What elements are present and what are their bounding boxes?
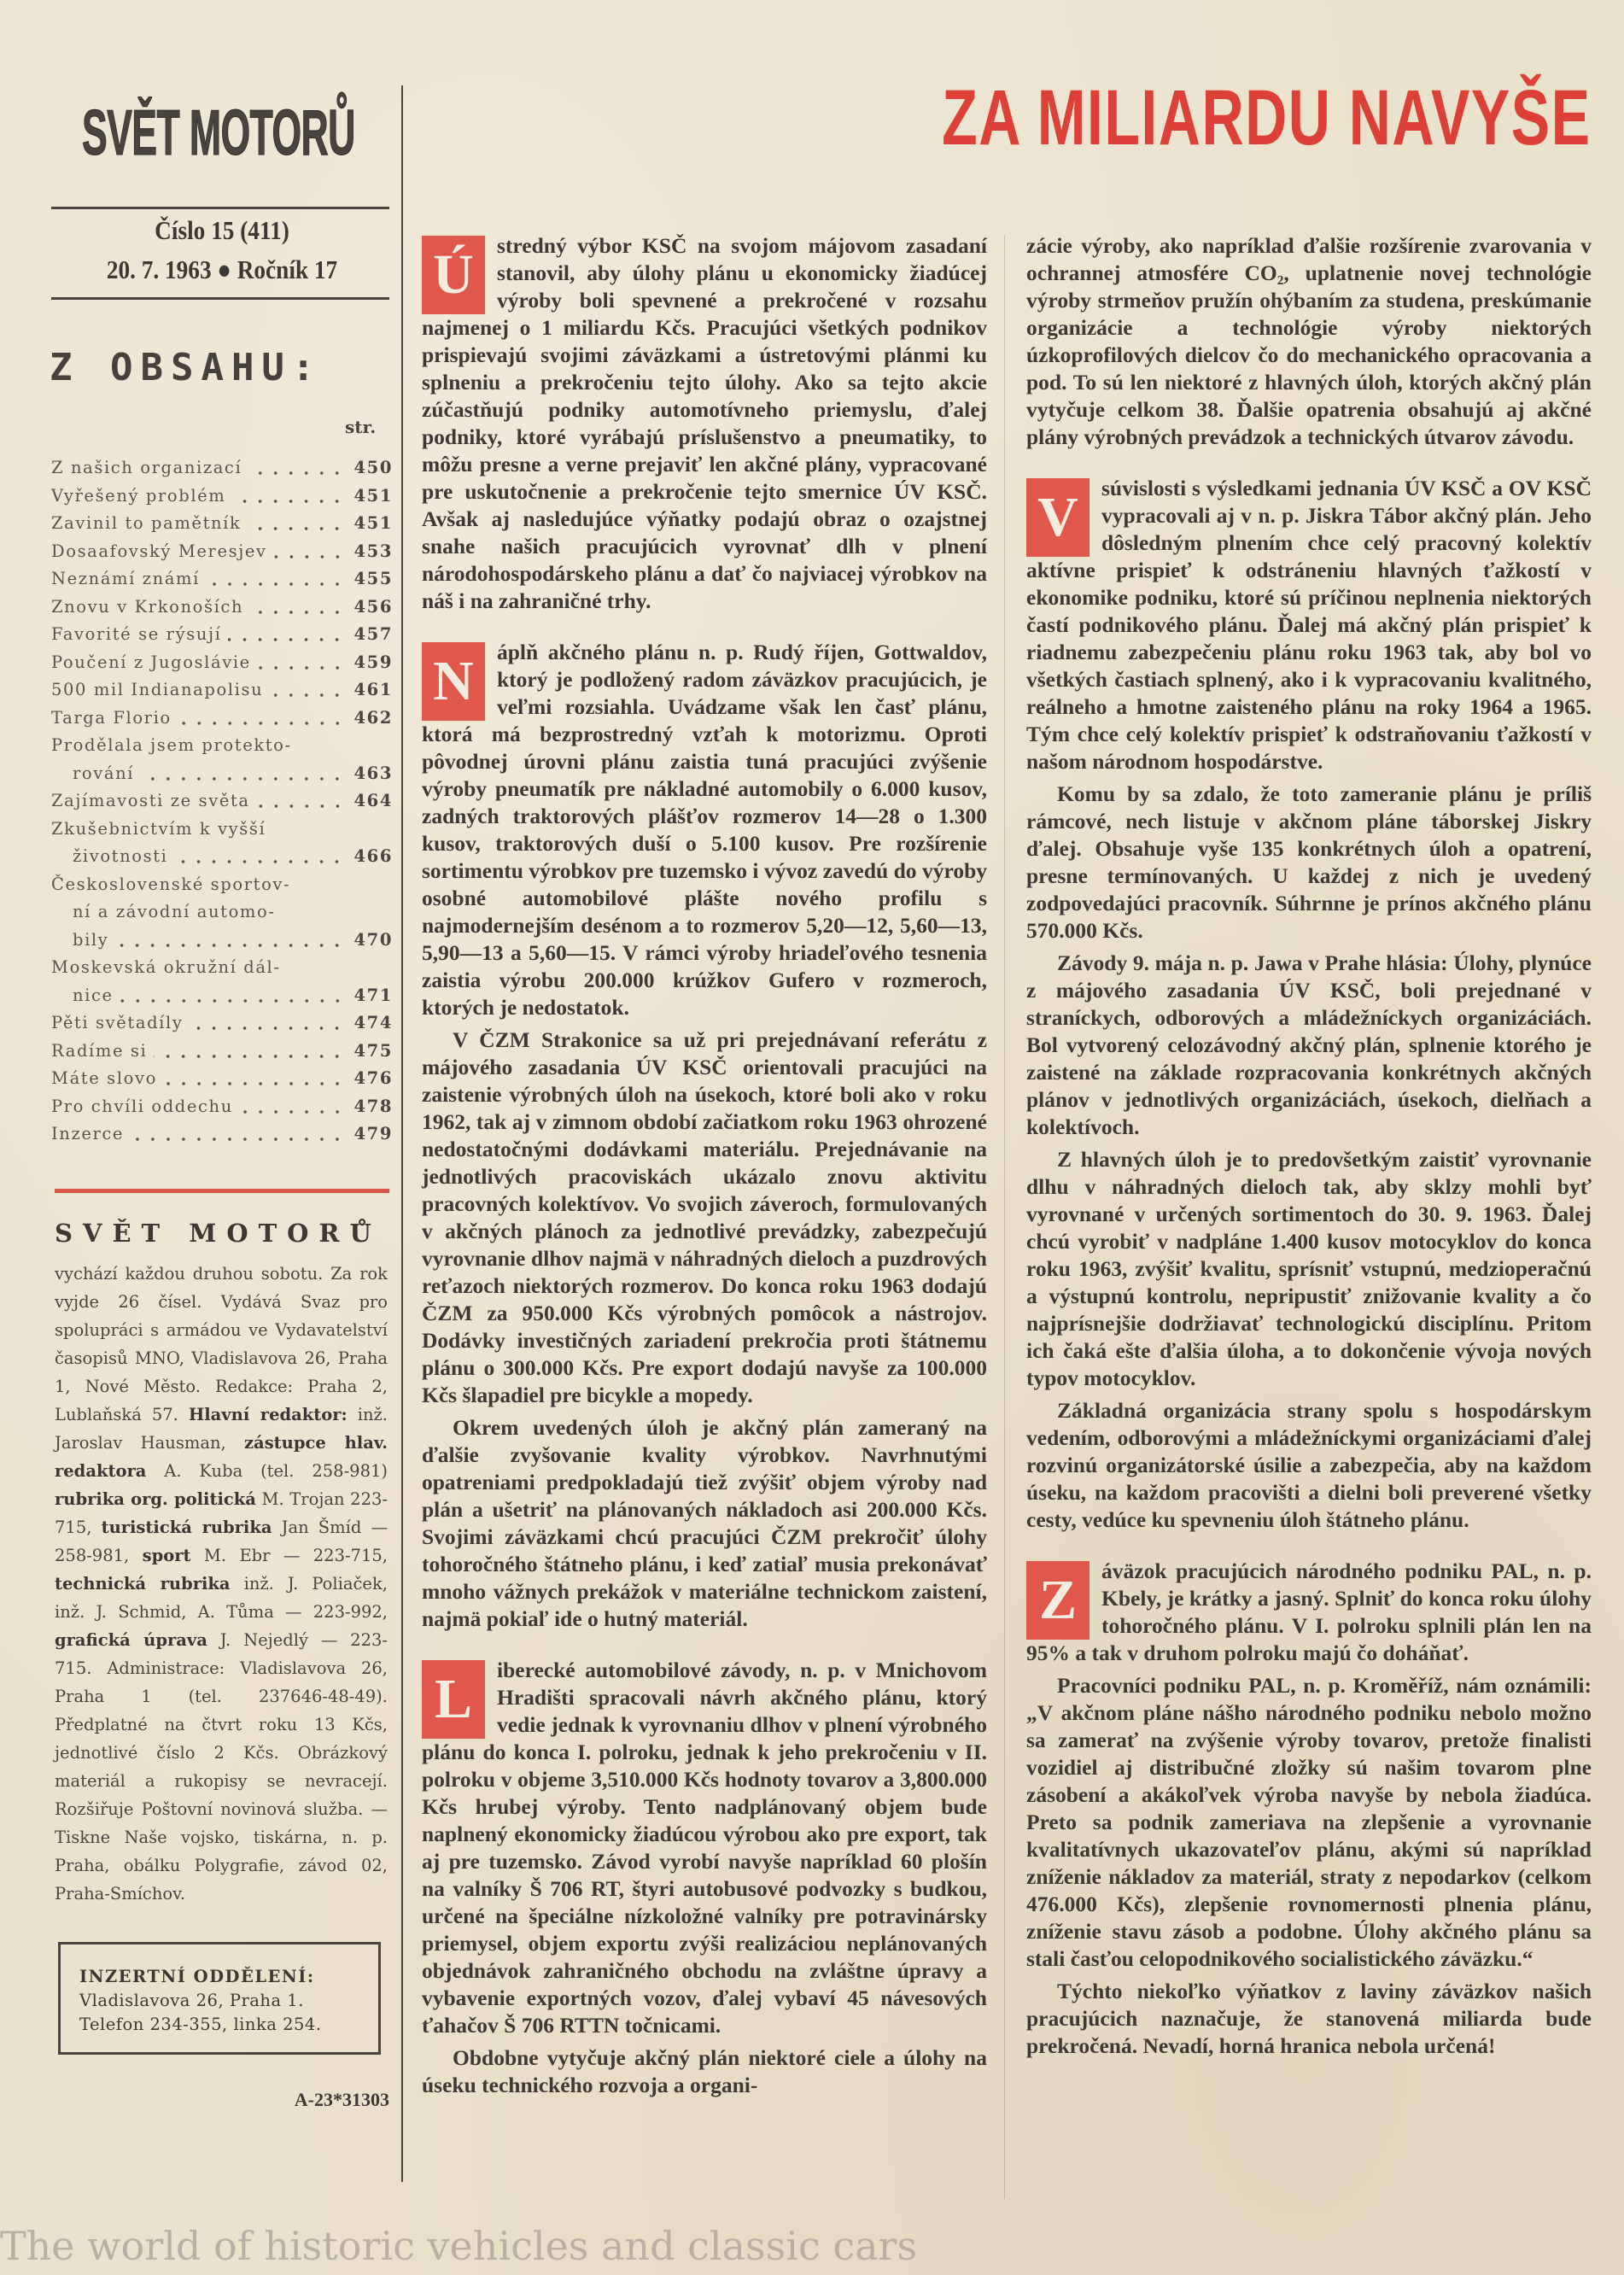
toc-page-number: 450 — [353, 458, 393, 477]
toc-page-number: 464 — [353, 791, 393, 810]
divider — [51, 207, 389, 209]
dot-leader — [207, 582, 345, 587]
colophon-segment: vychází každou druhou sobotu. Za rok vyjde 26 čísel. Vydává Svaz pro spolupráci s armádou ve Vydavatelství časopisů MNO, Vladislavova 26, Praha 1, Nové Město. Redakce: Praha 2, Lublaňská 57. — [55, 1264, 388, 1424]
dot-leader — [154, 1054, 345, 1059]
colophon-section — [55, 1189, 389, 2111]
dot-leader — [141, 776, 345, 781]
dot-leader — [174, 859, 345, 864]
dot-leader — [248, 526, 345, 531]
drop-cap: N — [422, 642, 485, 721]
paragraph-text: Pracovníci podniku PAL, n. p. Kroměříž, nám oznámili: „V akčnom pláne nášho národného podniku nebolo možno sa zamerať na zvýšenie výroby tovarov, pretože finalisti vozidiel aj distribučné zložky sú našim tovarom plne zásobení a akákoľvek výroba navyše by nebola žiadúca. Preto sa podnik zameriava na zlepšenie a vyrovnanie kvalitatívnych ukazovateľov plánu, akými sú napríklad zníženie nákladov za materiál, straty z nepodarkov (celkom 476.000 Kčs), zlepšenie rovnomernosti plnenia plánu, zníženie stavu zásob a podobne. Úlohy akčného plánu sa stali časťou celopodnikového socialistického záväzku.“ — [1026, 1673, 1592, 1971]
dot-leader — [131, 1137, 345, 1142]
article-paragraph — [1026, 781, 1592, 945]
toc-entry — [51, 1065, 393, 1093]
toc-title: životnosti — [73, 846, 168, 866]
article-paragraph — [422, 639, 987, 1021]
dot-leader — [250, 610, 345, 615]
toc-entry — [51, 871, 393, 899]
toc-entry — [51, 927, 393, 955]
toc-title: Zavinil to pamětník — [51, 513, 242, 533]
ad-department-address: Vladislavova 26, Praha 1. — [79, 1991, 304, 2010]
article-column-right — [1026, 232, 1592, 2065]
dot-leader — [248, 471, 345, 476]
headline-text: ZA MILIARDU NAVYŠE — [942, 74, 1592, 161]
toc-entry — [51, 482, 393, 511]
article-column-left — [422, 232, 987, 2104]
toc-page-number: 478 — [353, 1096, 393, 1116]
contents-heading: Z OBSAHU: — [50, 346, 323, 389]
article-headline — [714, 74, 1592, 161]
colophon-segment: inž. J. Poliaček, inž. J. Schmid, A. Tůma — 223-992, — [55, 1574, 388, 1622]
toc-entry — [51, 787, 393, 816]
colophon-label: technická rubrika — [55, 1574, 231, 1594]
toc-title: Z našich organizací — [51, 458, 242, 477]
toc-title: Inzerce — [51, 1124, 125, 1143]
toc-title: Máte slovo — [51, 1068, 157, 1088]
toc-title: Vyřešený problém — [51, 485, 226, 506]
drop-cap: Z — [1026, 1561, 1089, 1640]
toc-entry — [51, 843, 393, 871]
dot-leader — [258, 665, 345, 670]
colophon-label: grafická úprava — [55, 1630, 207, 1650]
toc-title: rování — [73, 763, 135, 783]
toc-title: Znovu v Krkonoších — [51, 596, 244, 617]
toc-title: Favorité se rýsují — [51, 624, 222, 644]
paragraph-text: iberecké automobilové závody, n. p. v Mnichovom Hradišti spracovali návrh akčného plánu, ktorý vedie jednak k vyrovnaniu dlhov v plnení výrobného plánu do konca I. polroku, jednak k jeho prekročeniu v II. polroku v objeme 3,510.000 Kčs hodnoty tovarov a 3,800.000 Kčs hrubej výroby. Tento nadplánovaný objem bude naplnený ekonomicky žiadúcou výrobou ako pre export, tak aj pre tuzemsko. Závod vyrobí navyše napríklad 60 plošín na valníky Š 706 RT, štyri autobusové podvozky s budkou, určené na špeciálne nízkoložné valníky pre potravinársky priemysel, objem exportu zvýši realizáciou neplánovaných objednávok zahraničného obchodu na zvláštne úpravy a vybavenie exportných vozov, ďalej vybaví 45 návesových ťahačov Š 706 RTTN točnicami. — [422, 1658, 987, 2038]
table-of-contents — [51, 454, 393, 1149]
toc-title: Zajímavosti ze světa — [51, 791, 250, 810]
article-paragraph — [422, 1026, 987, 1409]
toc-page-number: 461 — [353, 680, 393, 699]
article-paragraph — [1026, 1146, 1592, 1392]
toc-page-number: 471 — [353, 985, 393, 1005]
article-paragraph — [1026, 1397, 1592, 1534]
toc-title: Radíme si — [51, 1040, 148, 1061]
toc-page-number: 459 — [353, 652, 393, 672]
article-paragraph — [422, 1414, 987, 1633]
dot-leader — [115, 943, 345, 948]
column-divider — [1004, 235, 1005, 2199]
colophon-heading: SVĚT MOTORŮ — [55, 1219, 382, 1248]
colophon-label: Hlavní redaktor: — [188, 1405, 348, 1424]
watermark-tagline: The world of historic vehicles and classic cars — [0, 2223, 918, 2269]
magazine-logo — [82, 96, 355, 169]
toc-page-number: 462 — [353, 707, 393, 728]
dot-leader — [178, 721, 345, 726]
toc-entry — [51, 676, 393, 705]
logo-text: SVĚT MOTORŮ — [82, 96, 355, 169]
toc-entry — [51, 732, 393, 760]
paragraph-text: Komu by sa zdalo, že toto zameranie plánu je príliš rámcové, nech listuje v akčnom pláne táborskej Jiskry ďalej. Obsahuje vyše 135 konkrétnych úloh a opatrení, presne termínovaných. U každej z nich je uvedený zodpovedajúci pracovník. Súhrnne je prínos akčného plánu 570.000 Kčs. — [1026, 781, 1592, 943]
dot-leader — [274, 554, 345, 559]
toc-title: 500 mil Indianapolisu — [51, 680, 264, 699]
toc-title: Zkušebnictvím k vyšší — [51, 818, 266, 839]
colophon-label: rubrika org. politická — [55, 1489, 256, 1509]
toc-title: Dosaafovský Meresjev — [51, 541, 267, 561]
toc-entry — [51, 510, 393, 538]
article-paragraph — [422, 1657, 987, 2039]
issue-date: 20. 7. 1963 ● Ročník 17 — [106, 254, 338, 284]
article-paragraph — [1026, 232, 1592, 451]
paragraph-text: Týchto niekoľko výňatkov z laviny záväzkov našich pracujúcich naznačuje, že stanovená miliarda bude prekročená. Nevadí, horná hranica nebola určená! — [1026, 1979, 1592, 2058]
toc-page-number: 470 — [353, 929, 393, 950]
toc-entry — [51, 1093, 393, 1121]
toc-page-number: 451 — [353, 485, 393, 506]
drop-cap: Ú — [422, 236, 485, 314]
article-paragraph — [422, 232, 987, 615]
dot-leader — [190, 1026, 345, 1031]
paragraph-text: súvislosti s výsledkami jednania ÚV KSČ a OV KSČ vypracovali aj v n. p. Jiskra Tábor akčný plán. Jeho dôsledným plnením chce celý pracovný kolektív aktívne prispieť k odstráneniu hlavných ťažkostí v ekonomike podniku, ktoré sú príčinou neplnenia niektorých častí podnikového plánu. Ďalej má akčný plán prispieť k riadnemu zabezpečeniu plánu roku 1963 tak, aby bol vo všetkých častiach splnený, ako i k vypracovaniu kvalitného, reálneho a hmotne zaisteného plánu na roky 1964 a 1965. Tým chce celý kolektív prispieť k odstraňovaniu ťažkostí v našom národnom hospodárstve. — [1026, 476, 1592, 774]
colophon-text — [55, 1260, 388, 1908]
red-divider — [55, 1189, 389, 1193]
toc-entry — [51, 1009, 393, 1038]
paragraph-text: áplň akčného plánu n. p. Rudý říjen, Gottwaldov, ktorý je podložený radom záväzkov pracujúcich, je veľmi rozsiahla. Uvádzame však len časť plánu, ktorá má bezprostredný vzťah k motorizmu. Oproti pôvodnej úrovni plánu zaistia tuná pracujúci zvýšenie výroby pneumatík pre nákladné automobily o 6.000 kusov, zadných traktorových plášťov rozmerov 14—28 o 1.300 kusov, traktorových duší o 5.100 kusov. Pre rozšírenie sortimentu výrobkov pre tuzemsko i vývoz zavedú do výroby osobné automobilové plášte nového profilu s najmodernejším desénom a to rozmerov 5,20—12, 5,60—13, 5,90—13 a 5,60—15. V rámci výroby hriadeľového tesnenia zaistia výrobu 200.000 krúžkov Gufero v rozmeroch, ktorých je nedostatok. — [422, 640, 987, 1020]
paragraph-text: áväzok pracujúcich národného podniku PAL, n. p. Kbely, je krátky a jasný. Splniť do konca roku úlohy tohoročného plánu. V I. polroku splnili plán len na 95% a tak v druhom polroku majú čo doháňať. — [1026, 1559, 1592, 1665]
drop-cap: V — [1026, 478, 1089, 557]
divider — [51, 297, 389, 300]
toc-title: Targa Florio — [51, 707, 172, 728]
page-column-label: str. — [345, 417, 377, 437]
toc-entry — [51, 760, 393, 788]
toc-entry — [51, 649, 393, 677]
toc-title: Pěti světadíly — [51, 1013, 184, 1032]
toc-title: Moskevská okružní dál- — [51, 957, 281, 977]
colophon-label: turistická rubrika — [101, 1518, 272, 1537]
paragraph-text: zácie výroby, ako napríklad ďalšie rozšírenie zvarovania v ochrannej atmosfére CO₂, uplatnenie novej technológie výroby strmeňov pružín ohýbaním za studena, preskúmanie organizácie a technológie výroby niektorých úzkoprofilových dielcov čo do mechanického opracovania a pod. To sú len niektoré z hlavných úloh, ktorých akčný plán vytyčuje celkom 38. Ďalšie opatrenia obsahujú aj akčné plány výrobných prevádzok a technických útvarov závodu. — [1026, 233, 1592, 449]
toc-title: Prodělala jsem protekto- — [51, 735, 292, 755]
dot-leader — [270, 693, 345, 698]
toc-entry — [51, 538, 393, 566]
paragraph-text: V ČZM Strakonice sa už pri prejednávaní referátu z májového zasadania ÚV KSČ orientovali pracujúci na zaistenie výrobných úloh na úsekoch, ktoré boli ako v roku 1962, tak aj v zimnom období začiatkom roku 1963 ohrozené nedostatočnými dodávkami materiálu. Prejednávanie na jednotlivých pracoviskách ukázalo znovu aktivitu pracovných kolektívov. Vo svojich záveroch, formulovaných v akčných plánoch za jednotlivé prevádzky, zabezpečujú vyrovnanie dlhov najmä v náhradných dieloch a puzdrových reťazoch niektorých rozmerov. Do konca roku 1963 dodajú ČZM za 950.000 Kčs výrobných pomôcok a nástrojov. Dodávky investičných zariadení prekročia proti štátnemu plánu o 300.000 Kčs. Pre export dodajú navyše za 100.000 Kčs šlapadiel pre bicykle a mopedy. — [422, 1027, 987, 1407]
toc-title: nice — [73, 985, 114, 1005]
toc-page-number: 451 — [353, 513, 393, 533]
column-divider — [401, 85, 403, 2182]
dot-leader — [232, 499, 345, 504]
toc-entry — [51, 898, 393, 927]
paragraph-text: Z hlavných úloh je to predovšetkým zaistiť vyrovnanie dlhu v náhradných dieloch tak, aby sklzy mohli byť vyrovnané v určených sortimentoch do 30. 9. 1963. Ďalej chcú vyrobiť v nadpláne 1.400 kusov motocyklov do konca roku 1963, zvýšiť kvalitu, sprísniť vstupnú, medzioperačnú a výstupnú kontrolu, nepripustiť znižovanie kvality a čo najprísnejšie dodržiavať technologickú disciplínu. Pritom ich čaká ešte ďalšia úloha, a to dokončenie vývoja nových typov motocyklov. — [1026, 1147, 1592, 1390]
article-paragraph — [1026, 475, 1592, 775]
issue-number: Číslo 15 (411) — [155, 215, 289, 245]
toc-entry — [51, 705, 393, 733]
toc-page-number: 463 — [353, 763, 393, 783]
toc-entry — [51, 621, 393, 649]
toc-page-number: 475 — [353, 1040, 393, 1061]
toc-page-number: 479 — [353, 1124, 393, 1143]
article-paragraph — [1026, 950, 1592, 1141]
dot-leader — [120, 998, 345, 1003]
colophon-segment: M. Ebr — 223-715, — [190, 1546, 388, 1565]
article-paragraph — [422, 2044, 987, 2099]
toc-entry — [51, 594, 393, 622]
toc-page-number: 455 — [353, 569, 393, 588]
toc-entry — [51, 1120, 393, 1149]
paragraph-text: Závody 9. mája n. p. Jawa v Prahe hlásia: Úlohy, plynúce z májového zasadania ÚV KSČ, boli prejednané v straníckych, odborových a mládežníckych organizáciách. Bol vytvorený celozávodný akčný plán, splnenie ktorého je zaistené na základe rozpracovania konkrétnych akčných plánov v jednotlivých organizáciách, úsekoch, dielňach a kolektívoch. — [1026, 950, 1592, 1139]
colophon-segment: Jan Šmíd — 258-981, — [55, 1518, 388, 1565]
ad-department-box — [58, 1942, 381, 2055]
paragraph-text: Obdobne vytyčuje akčný plán niektoré ciele a úlohy na úseku technického rozvoja a organi- — [422, 2045, 987, 2097]
colophon-segment: A. Kuba (tel. 258-981) — [146, 1461, 388, 1481]
print-code: A-23*31303 — [294, 2089, 389, 2110]
colophon-label: zástupce hlav. redaktora — [55, 1433, 388, 1481]
toc-entry — [51, 454, 393, 482]
toc-entry — [51, 982, 393, 1010]
dot-leader — [228, 637, 345, 642]
toc-page-number: 474 — [353, 1013, 393, 1032]
toc-page-number: 453 — [353, 541, 393, 561]
ad-department-phone: Telefon 234-355, linka 254. — [79, 2015, 322, 2034]
toc-entry — [51, 816, 393, 844]
article-paragraph — [1026, 1672, 1592, 1973]
toc-page-number: 466 — [353, 846, 393, 866]
colophon-label: sport — [142, 1546, 191, 1565]
toc-title: bily — [73, 929, 109, 950]
toc-page-number: 476 — [353, 1068, 393, 1088]
toc-page-number: 457 — [353, 624, 393, 644]
toc-title: Pro chvíli oddechu — [51, 1096, 233, 1116]
paragraph-text: Okrem uvedených úloh je akčný plán zameraný na ďalšie zvyšovanie kvality výrobkov. Navrhnutými opatreniami predpokladajú tiež zvýšiť objem výroby nad plán a ušetriť na plánovaných nákladoch asi 200.000 Kčs. Svojimi záväzkami chcú pracujúci ČZM prekročiť úlohy tohoročného štátneho plánu, i keď zatiaľ musia prekonávať mnoho vážnych prekážok v materiálne technickom zaistení, najmä pokiaľ ide o hutný materiál. — [422, 1415, 987, 1631]
colophon-segment: M. Trojan 223-715, — [55, 1489, 388, 1537]
toc-title: ní a závodní automo- — [73, 902, 276, 921]
ad-department-heading: INZERTNÍ ODDĚLENÍ: — [79, 1967, 315, 1986]
dot-leader — [164, 1081, 345, 1086]
toc-entry — [51, 954, 393, 982]
paragraph-text: Základná organizácia strany spolu s hospodárskym vedením, odborovými a mládežníckymi organizáciami ďalej rozvinú organizátorské úsilie a zabezpečia, aby na každom úseku, na každom pracovišti a dielni boli preverené všetky cesty, vedúce ku spevneniu úloh štátneho plánu. — [1026, 1398, 1592, 1532]
article-paragraph — [1026, 1558, 1592, 1667]
colophon-segment: J. Nejedlý — 223-715. Administrace: Vladislavova 26, Praha 1 (tel. 237646-48-49). Předplatné na čtvrt roku 13 Kčs, jednotlivé číslo 2 Kčs. Obrázkový materiál a rukopisy se nevracejí. Rozšiřuje Poštovní novinová služba. — Tiskne Naše vojsko, tiskárna, n. p. Praha, obálku Polygrafie, závod 02, Praha-Smíchov. — [55, 1630, 388, 1904]
toc-title: Československé sportov- — [51, 874, 291, 894]
article-paragraph — [1026, 1978, 1592, 2060]
toc-title: Neznámí známí — [51, 569, 200, 588]
paragraph-text: stredný výbor KSČ na svojom májovom zasadaní stanovil, aby úlohy plánu u ekonomicky žiadúcej výroby boli spevnené a prekročené v rozsahu najmenej o 1 miliardu Kčs. Pracujúci všetkých podnikov prispievajú svojimi záväzkami a ústretovými plánmi ku splneniu a prekročeniu tejto úlohy. Ako sa tejto akcie zúčastňujú podniky automotívneho priemyslu, ďalej podniky, ktoré vyrábajú príslušenstvo a pneumatiky, to môžu presne a verne prejaviť len akčné plány, vypracované pre uskutočnenie a prekročenie tejto smernice ÚV KSČ. Avšak aj nasledujúce výňatky podajú obraz o ozajstnej snahe našich pracujúcich vyrovnať dlh v plnení národohospodárskeho plánu a dať čo najviacej výrobkov na náš i na zahraničné trhy. — [422, 233, 987, 613]
toc-entry — [51, 1038, 393, 1066]
dot-leader — [257, 804, 345, 809]
toc-entry — [51, 565, 393, 594]
dot-leader — [240, 1109, 345, 1114]
colophon-segment: inž. Jaroslav Hausman, — [55, 1405, 388, 1453]
drop-cap: L — [422, 1660, 485, 1739]
toc-page-number: 456 — [353, 596, 393, 617]
toc-title: Poučení z Jugoslávie — [51, 652, 251, 672]
